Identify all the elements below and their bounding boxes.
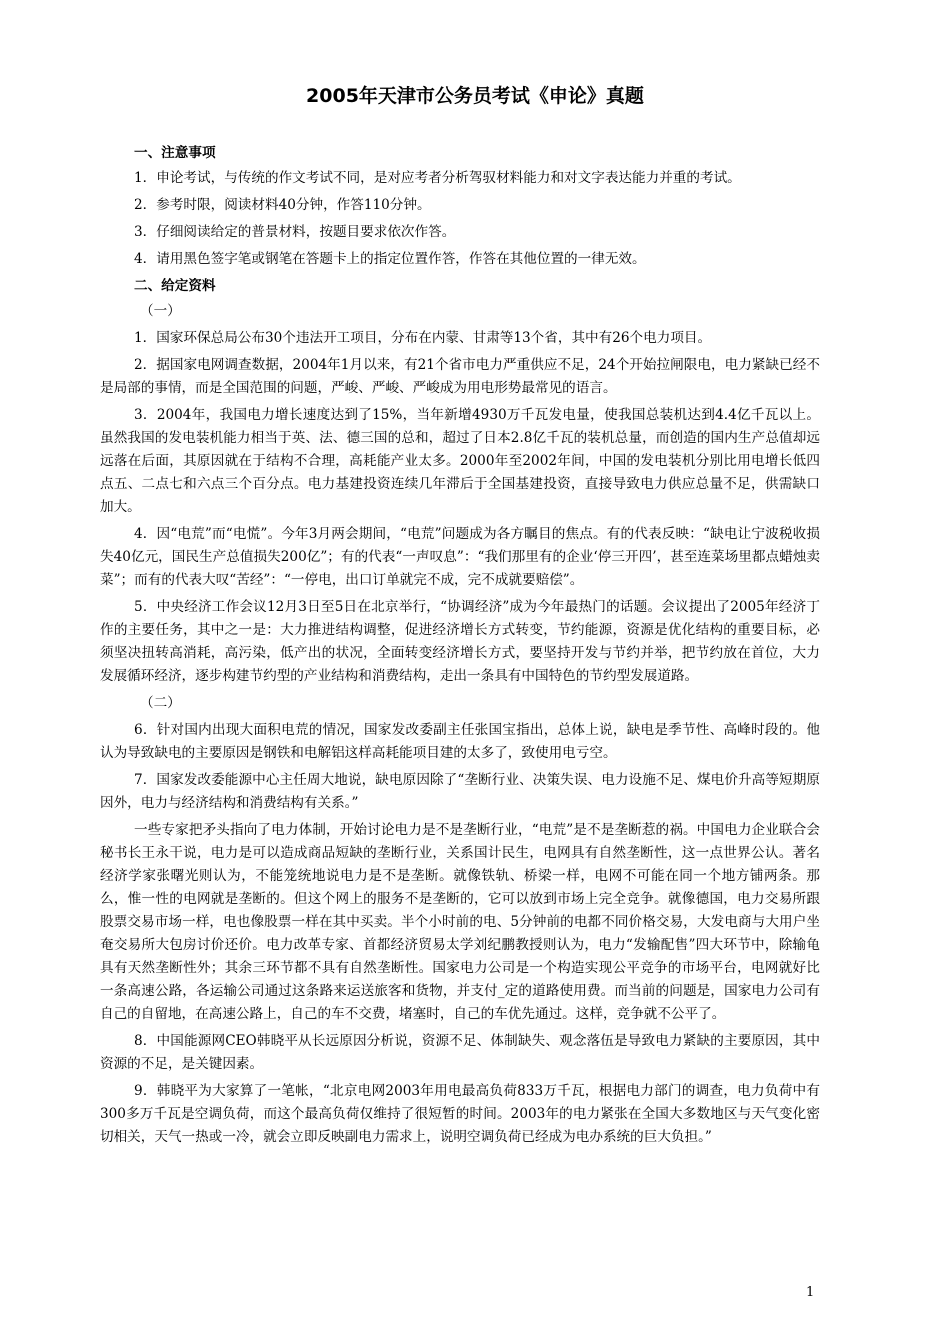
note-item: 3．仔细阅读给定的普景材料，按题目要求依次作答。 [134, 224, 456, 240]
material-paragraph: 6．针对国内出现大面积电荒的情况，国家发改委副主任张国宝指出，总体上说，缺电是季节性、高峰时段的。他认为导致缺电的主要原因是钢铁和电解铝这样高耗能项目建的太多了，致使用电亏空。 [100, 722, 820, 761]
material-paragraph: 9．韩晓平为大家算了一笔帐，“北京电网2003年用电最高负荷833万千瓦，根据电力部门的调查，电力负荷中有300多万千瓦是空调负荷，而这个最高负荷仅维持了很短暂的时间。2003年的电力紧张在全国大多数地区与天气变化密切相关，天气一热或一冷，就会立即反映副电力需求上，说明空调负荷已经成为电办系统的巨大负担。” [100, 1083, 820, 1145]
material-paragraph: 7．国家发改委能源中心主任周大地说，缺电原因除了“垄断行业、决策失误、电力设施不足、煤电价升高等短期原因外，电力与经济结构和消费结构有关系。” [100, 772, 820, 811]
material-paragraph: 1．国家环保总局公布30个违法开工项目，分布在内蒙、甘肃等13个省，其中有26个电力项目。 [134, 330, 712, 346]
section-heading-materials: 二、给定资料 [134, 278, 216, 294]
material-paragraph: 8．中国能源网CEO韩晓平从长远原因分析说，资源不足、体制缺失、观念落伍是导致电力紧缺的主要原因，其中资源的不足，是关键因素。 [100, 1033, 820, 1072]
part-label: （一） [140, 303, 181, 319]
material-paragraph: 2．据国家电网调查数据，2004年1月以来，有21个省市电力严重供应不足，24个开始拉闸限电，电力紧缺已经不是局部的事情，而是全国范围的问题，严峻、严峻、严峻成为用电形势最常见的语言。 [100, 357, 820, 396]
page-number: 1 [806, 1285, 815, 1300]
part-label: （二） [140, 695, 181, 711]
document-title: 2005年天津市公务员考试《申论》真题 [306, 85, 644, 107]
material-paragraph: 5．中央经济工作会议12月3日至5日在北京举行，“协调经济”成为今年最热门的话题。会议提出了2005年经济丁作的主要任务，其中之一是：大力推进结构调整，促进经济增长方式转变，节约能源，资源是优化结构的重要目标，必须坚决扭转高消耗，高污染，低产出的状况，全面转变经济增长方式，要坚持开发与节约并举，把节约放在首位，大力发展循环经济，逐步构建节约型的产业结构和消费结构，走出一条具有中国特色的节约型发展道路。 [100, 599, 820, 684]
material-paragraph: 4．因“电荒”而“电慌”。今年3月两会期间，“电荒”问题成为各方瞩目的焦点。有的代表反映：“缺电让宁波税收损失40亿元，国民生产总值损失200亿”；有的代表“一声叹息”：“我们那里有的企业‘停三开四’，甚至连菜场里都点蜡烛卖菜”；而有的代表大叹“苦经”：“一停电，出口订单就完不成，完不成就要赔偿”。 [100, 526, 820, 588]
material-paragraph: 一些专家把矛头指向了电力体制，开始讨论电力是不是垄断行业，“电荒”是不是垄断惹的祸。中国电力企业联合会秘书长王永干说，电力是可以造成商品短缺的垄断行业，关系国计民生，电网具有自然垄断性，这一点世界公认。著名经济学家张曙光则认为，不能笼统地说电力是不是垄断。就像铁轨、桥梁一样，电网不可能在同一个地方铺两条。那么，惟一性的电网就是垄断的。但这个网上的服务不是垄断的，它可以放到市场上完全竞争。就像德国，电力交易所跟股票交易市场一样，电也像股票一样在其中买卖。半个小时前的电、5分钟前的电都不同价格交易，大发电商与大用户坐奄交易所大包房讨价还价。电力改革专家、首都经济贸易太学刘纪鹏教授则认为，电力“发输配售”四大环节中，除输龟具有天然垄断性外；其余三环节都不具有自然垄断性。国家电力公司是一个构造实现公平竞争的市场平台，电网就好比一条高速公路，各运输公司通过这条路来运送旅客和货物，并支付_定的道路使用费。而当前的问题是，国家电力公司有自己的自留地，在高速公路上，自己的车不交费，堵塞时，自己的车优先通过。这样，竞争就不公平了。 [100, 822, 820, 1022]
note-item: 2．参考时限，阅读材料40分钟，作答110分钟。 [134, 197, 431, 213]
note-item: 4．请用黑色签字笔或钢笔在答题卡上的指定位置作答，作答在其他位置的一律无效。 [134, 251, 646, 267]
section-heading-notes: 一、注意事项 [134, 145, 216, 161]
document-body [100, 140, 820, 1153]
note-item: 1．申论考试，与传统的作文考试不同，是对应考者分析驾驭材料能力和对文字表达能力并重的考试。 [134, 170, 741, 186]
material-paragraph: 3．2004年，我国电力增长速度达到了15%，当年新增4930万千瓦发电量，使我国总装机达到4.4亿千瓦以上。虽然我国的发电装机能力相当于英、法、德三国的总和，超过了日本2.8亿千瓦的装机总量，而创造的国内生产总值却远远落在后面，其原因就在于结构不合理，高耗能产业太多。2000年至2002年间，中国的发电装机分别比用电增长低四点五、二点七和六点三个百分点。电力基建投资连续几年滞后于全国基建投资，直接导致电力供应总量不足，供需缺口加大。 [100, 407, 820, 515]
